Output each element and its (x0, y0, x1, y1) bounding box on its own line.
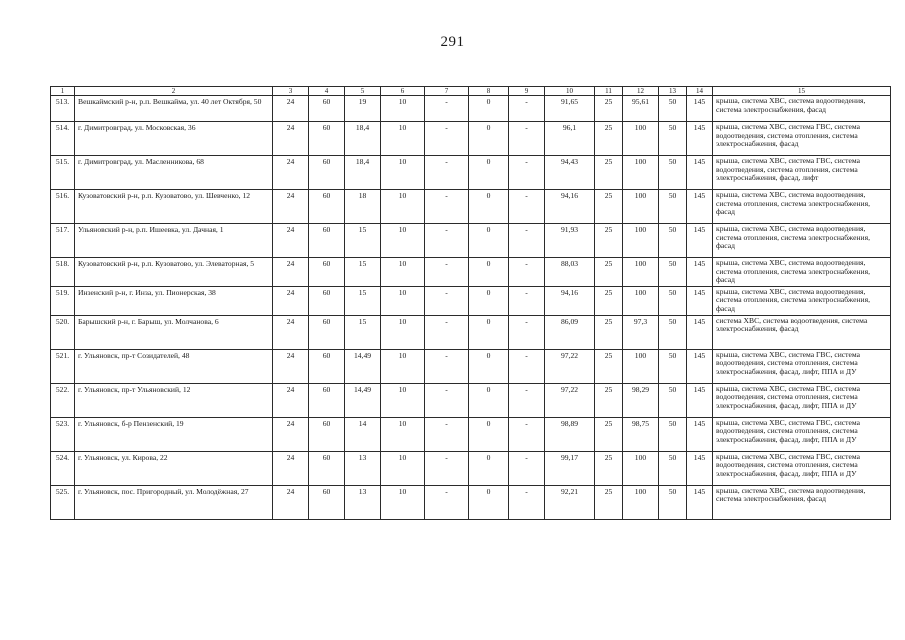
value-cell: 97,3 (623, 315, 659, 349)
works-list-cell: крыша, система ХВС, система водоотведения, система электроснабжения, фасад (713, 96, 891, 122)
value-cell: 14,49 (345, 349, 381, 383)
value-cell: - (425, 224, 469, 258)
value-cell: 50 (659, 349, 687, 383)
value-cell: 50 (659, 451, 687, 485)
value-cell: 0 (469, 286, 509, 315)
value-cell: - (509, 122, 545, 156)
value-cell: 0 (469, 258, 509, 287)
value-cell: - (509, 190, 545, 224)
value-cell: - (509, 156, 545, 190)
value-cell: 0 (469, 190, 509, 224)
column-header: 1 (51, 87, 75, 96)
value-cell: 50 (659, 315, 687, 349)
row-number-cell: 518. (51, 258, 75, 287)
value-cell: 13 (345, 485, 381, 519)
works-list-cell: крыша, система ХВС, система ГВС, система водоотведения, система отопления, система электроснабжения, фасад, лифт, ППА и ДУ (713, 349, 891, 383)
value-cell: - (509, 286, 545, 315)
value-cell: 24 (273, 224, 309, 258)
value-cell: - (509, 258, 545, 287)
value-cell: 60 (309, 349, 345, 383)
value-cell: 10 (381, 122, 425, 156)
address-cell: Ульяновский р-н, р.п. Ишеевка, ул. Дачная, 1 (75, 224, 273, 258)
value-cell: 0 (469, 451, 509, 485)
column-header: 4 (309, 87, 345, 96)
value-cell: 10 (381, 315, 425, 349)
value-cell: 94,16 (545, 190, 595, 224)
value-cell: 0 (469, 349, 509, 383)
row-number-cell: 525. (51, 485, 75, 519)
value-cell: 10 (381, 96, 425, 122)
column-header: 5 (345, 87, 381, 96)
column-header: 9 (509, 87, 545, 96)
value-cell: 24 (273, 383, 309, 417)
row-number-cell: 524. (51, 451, 75, 485)
value-cell: 25 (595, 349, 623, 383)
value-cell: 10 (381, 258, 425, 287)
value-cell: 18,4 (345, 156, 381, 190)
value-cell: 60 (309, 451, 345, 485)
value-cell: 50 (659, 417, 687, 451)
value-cell: 50 (659, 383, 687, 417)
value-cell: 10 (381, 224, 425, 258)
value-cell: 10 (381, 383, 425, 417)
value-cell: 100 (623, 224, 659, 258)
value-cell: 145 (687, 349, 713, 383)
address-cell: г. Димитровград, ул. Масленникова, 68 (75, 156, 273, 190)
column-header: 10 (545, 87, 595, 96)
address-cell: Инзенский р-н, г. Инза, ул. Пионерская, 38 (75, 286, 273, 315)
value-cell: 24 (273, 156, 309, 190)
value-cell: 50 (659, 96, 687, 122)
works-list-cell: крыша, система ХВС, система водоотведения, система отопления, система электроснабжения, фасад (713, 224, 891, 258)
value-cell: 60 (309, 417, 345, 451)
column-header: 15 (713, 87, 891, 96)
works-list-cell: крыша, система ХВС, система водоотведения, система электроснабжения, фасад (713, 485, 891, 519)
value-cell: 24 (273, 122, 309, 156)
value-cell: 25 (595, 315, 623, 349)
value-cell: 145 (687, 451, 713, 485)
value-cell: 18 (345, 190, 381, 224)
value-cell: 97,22 (545, 383, 595, 417)
value-cell: - (425, 156, 469, 190)
value-cell: - (425, 286, 469, 315)
address-cell: г. Ульяновск, б-р Пензенский, 19 (75, 417, 273, 451)
value-cell: 91,65 (545, 96, 595, 122)
value-cell: 50 (659, 286, 687, 315)
value-cell: 24 (273, 190, 309, 224)
value-cell: 60 (309, 156, 345, 190)
value-cell: - (509, 224, 545, 258)
value-cell: 24 (273, 349, 309, 383)
value-cell: 14,49 (345, 383, 381, 417)
value-cell: 98,89 (545, 417, 595, 451)
value-cell: 100 (623, 190, 659, 224)
value-cell: 145 (687, 286, 713, 315)
works-list-cell: крыша, система ХВС, система ГВС, система водоотведения, система отопления, система электроснабжения, фасад, лифт (713, 156, 891, 190)
row-number-cell: 520. (51, 315, 75, 349)
address-cell: г. Ульяновск, пр-т Ульяновский, 12 (75, 383, 273, 417)
row-number-cell: 515. (51, 156, 75, 190)
value-cell: 0 (469, 383, 509, 417)
value-cell: - (509, 349, 545, 383)
value-cell: 25 (595, 417, 623, 451)
value-cell: 94,43 (545, 156, 595, 190)
value-cell: 0 (469, 315, 509, 349)
table-row (51, 451, 891, 485)
value-cell: 100 (623, 349, 659, 383)
value-cell: 25 (595, 96, 623, 122)
address-cell: г. Ульяновск, ул. Кирова, 22 (75, 451, 273, 485)
value-cell: 145 (687, 383, 713, 417)
value-cell: 88,03 (545, 258, 595, 287)
value-cell: - (509, 96, 545, 122)
table-row (51, 286, 891, 315)
column-header: 14 (687, 87, 713, 96)
row-number-cell: 523. (51, 417, 75, 451)
value-cell: 24 (273, 485, 309, 519)
value-cell: - (425, 315, 469, 349)
works-list-cell: крыша, система ХВС, система водоотведения, система отопления, система электроснабжения, фасад (713, 286, 891, 315)
value-cell: - (509, 451, 545, 485)
works-list-cell: крыша, система ХВС, система ГВС, система водоотведения, система отопления, система электроснабжения, фасад, лифт, ППА и ДУ (713, 417, 891, 451)
row-number-cell: 519. (51, 286, 75, 315)
value-cell: 50 (659, 224, 687, 258)
address-cell: г. Ульяновск, пос. Пригородный, ул. Молодёжная, 27 (75, 485, 273, 519)
table-row (51, 122, 891, 156)
column-header: 8 (469, 87, 509, 96)
value-cell: 50 (659, 485, 687, 519)
column-header: 7 (425, 87, 469, 96)
value-cell: 25 (595, 258, 623, 287)
table-row (51, 383, 891, 417)
value-cell: 60 (309, 286, 345, 315)
value-cell: 92,21 (545, 485, 595, 519)
value-cell: 0 (469, 96, 509, 122)
value-cell: 25 (595, 286, 623, 315)
value-cell: 25 (595, 122, 623, 156)
value-cell: - (509, 383, 545, 417)
value-cell: 25 (595, 383, 623, 417)
value-cell: 15 (345, 286, 381, 315)
column-header: 13 (659, 87, 687, 96)
value-cell: 145 (687, 417, 713, 451)
value-cell: 0 (469, 224, 509, 258)
address-cell: Кузоватовский р-н, р.п. Кузоватово, ул. Шевченко, 12 (75, 190, 273, 224)
row-number-cell: 517. (51, 224, 75, 258)
value-cell: 100 (623, 156, 659, 190)
value-cell: 24 (273, 96, 309, 122)
table-row (51, 156, 891, 190)
value-cell: 24 (273, 451, 309, 485)
value-cell: 25 (595, 485, 623, 519)
value-cell: 60 (309, 485, 345, 519)
value-cell: 145 (687, 156, 713, 190)
row-number-cell: 513. (51, 96, 75, 122)
value-cell: 15 (345, 224, 381, 258)
value-cell: - (425, 190, 469, 224)
column-header: 12 (623, 87, 659, 96)
value-cell: 50 (659, 190, 687, 224)
address-cell: г. Ульяновск, пр-т Созидателей, 48 (75, 349, 273, 383)
value-cell: 145 (687, 190, 713, 224)
table-row (51, 96, 891, 122)
value-cell: - (425, 417, 469, 451)
works-list-cell: крыша, система ХВС, система водоотведения, система отопления, система электроснабжения, фасад (713, 190, 891, 224)
value-cell: 145 (687, 122, 713, 156)
value-cell: 0 (469, 156, 509, 190)
value-cell: 95,61 (623, 96, 659, 122)
value-cell: 24 (273, 417, 309, 451)
value-cell: - (425, 258, 469, 287)
value-cell: 50 (659, 122, 687, 156)
value-cell: 50 (659, 258, 687, 287)
column-header: 6 (381, 87, 425, 96)
value-cell: 100 (623, 286, 659, 315)
value-cell: 145 (687, 258, 713, 287)
value-cell: 145 (687, 224, 713, 258)
value-cell: 60 (309, 96, 345, 122)
value-cell: - (509, 485, 545, 519)
address-cell: Вешкаймский р-н, р.п. Вешкайма, ул. 40 лет Октября, 50 (75, 96, 273, 122)
table-row (51, 258, 891, 287)
table-row (51, 417, 891, 451)
value-cell: 145 (687, 315, 713, 349)
header-row (51, 87, 891, 96)
column-header: 3 (273, 87, 309, 96)
value-cell: 25 (595, 190, 623, 224)
table-row (51, 485, 891, 519)
value-cell: 100 (623, 258, 659, 287)
works-list-cell: крыша, система ХВС, система ГВС, система водоотведения, система отопления, система электроснабжения, фасад (713, 122, 891, 156)
value-cell: 91,93 (545, 224, 595, 258)
row-number-cell: 516. (51, 190, 75, 224)
value-cell: 60 (309, 190, 345, 224)
value-cell: 50 (659, 156, 687, 190)
works-list-cell: система ХВС, система водоотведения, система электроснабжения, фасад (713, 315, 891, 349)
value-cell: 96,1 (545, 122, 595, 156)
column-header: 11 (595, 87, 623, 96)
value-cell: 19 (345, 96, 381, 122)
column-header: 2 (75, 87, 273, 96)
repair-register-table (50, 86, 891, 520)
value-cell: 10 (381, 190, 425, 224)
table-body (51, 96, 891, 520)
works-list-cell: крыша, система ХВС, система ГВС, система водоотведения, система отопления, система электроснабжения, фасад, лифт, ППА и ДУ (713, 451, 891, 485)
value-cell: 60 (309, 258, 345, 287)
value-cell: 25 (595, 451, 623, 485)
value-cell: 94,16 (545, 286, 595, 315)
value-cell: 18,4 (345, 122, 381, 156)
value-cell: 100 (623, 485, 659, 519)
table-row (51, 224, 891, 258)
value-cell: - (425, 122, 469, 156)
value-cell: 10 (381, 349, 425, 383)
value-cell: 99,17 (545, 451, 595, 485)
value-cell: 13 (345, 451, 381, 485)
value-cell: - (425, 96, 469, 122)
value-cell: - (425, 349, 469, 383)
table-row (51, 349, 891, 383)
value-cell: 15 (345, 258, 381, 287)
value-cell: 145 (687, 485, 713, 519)
value-cell: 14 (345, 417, 381, 451)
value-cell: 10 (381, 485, 425, 519)
value-cell: - (425, 451, 469, 485)
address-cell: Барышский р-н, г. Барыш, ул. Молчанова, 6 (75, 315, 273, 349)
row-number-cell: 522. (51, 383, 75, 417)
value-cell: 60 (309, 383, 345, 417)
value-cell: 24 (273, 258, 309, 287)
value-cell: - (425, 383, 469, 417)
value-cell: 24 (273, 315, 309, 349)
value-cell: 98,29 (623, 383, 659, 417)
value-cell: - (509, 315, 545, 349)
value-cell: 60 (309, 315, 345, 349)
address-cell: Кузоватовский р-н, р.п. Кузоватово, ул. Элеваторная, 5 (75, 258, 273, 287)
value-cell: 0 (469, 417, 509, 451)
value-cell: 100 (623, 122, 659, 156)
value-cell: 25 (595, 156, 623, 190)
value-cell: 0 (469, 122, 509, 156)
value-cell: 97,22 (545, 349, 595, 383)
value-cell: 60 (309, 122, 345, 156)
value-cell: 98,75 (623, 417, 659, 451)
value-cell: 15 (345, 315, 381, 349)
table-row (51, 190, 891, 224)
works-list-cell: крыша, система ХВС, система ГВС, система водоотведения, система отопления, система электроснабжения, фасад, лифт, ППА и ДУ (713, 383, 891, 417)
value-cell: 145 (687, 96, 713, 122)
value-cell: 24 (273, 286, 309, 315)
value-cell: - (425, 485, 469, 519)
value-cell: 60 (309, 224, 345, 258)
address-cell: г. Димитровград, ул. Московская, 36 (75, 122, 273, 156)
page-number: 291 (440, 34, 465, 50)
value-cell: 10 (381, 156, 425, 190)
table-row (51, 315, 891, 349)
value-cell: 100 (623, 451, 659, 485)
row-number-cell: 514. (51, 122, 75, 156)
works-list-cell: крыша, система ХВС, система водоотведения, система отопления, система электроснабжения, фасад (713, 258, 891, 287)
value-cell: 10 (381, 286, 425, 315)
row-number-cell: 521. (51, 349, 75, 383)
value-cell: 0 (469, 485, 509, 519)
value-cell: 86,09 (545, 315, 595, 349)
value-cell: 10 (381, 417, 425, 451)
value-cell: 10 (381, 451, 425, 485)
value-cell: 25 (595, 224, 623, 258)
value-cell: - (509, 417, 545, 451)
